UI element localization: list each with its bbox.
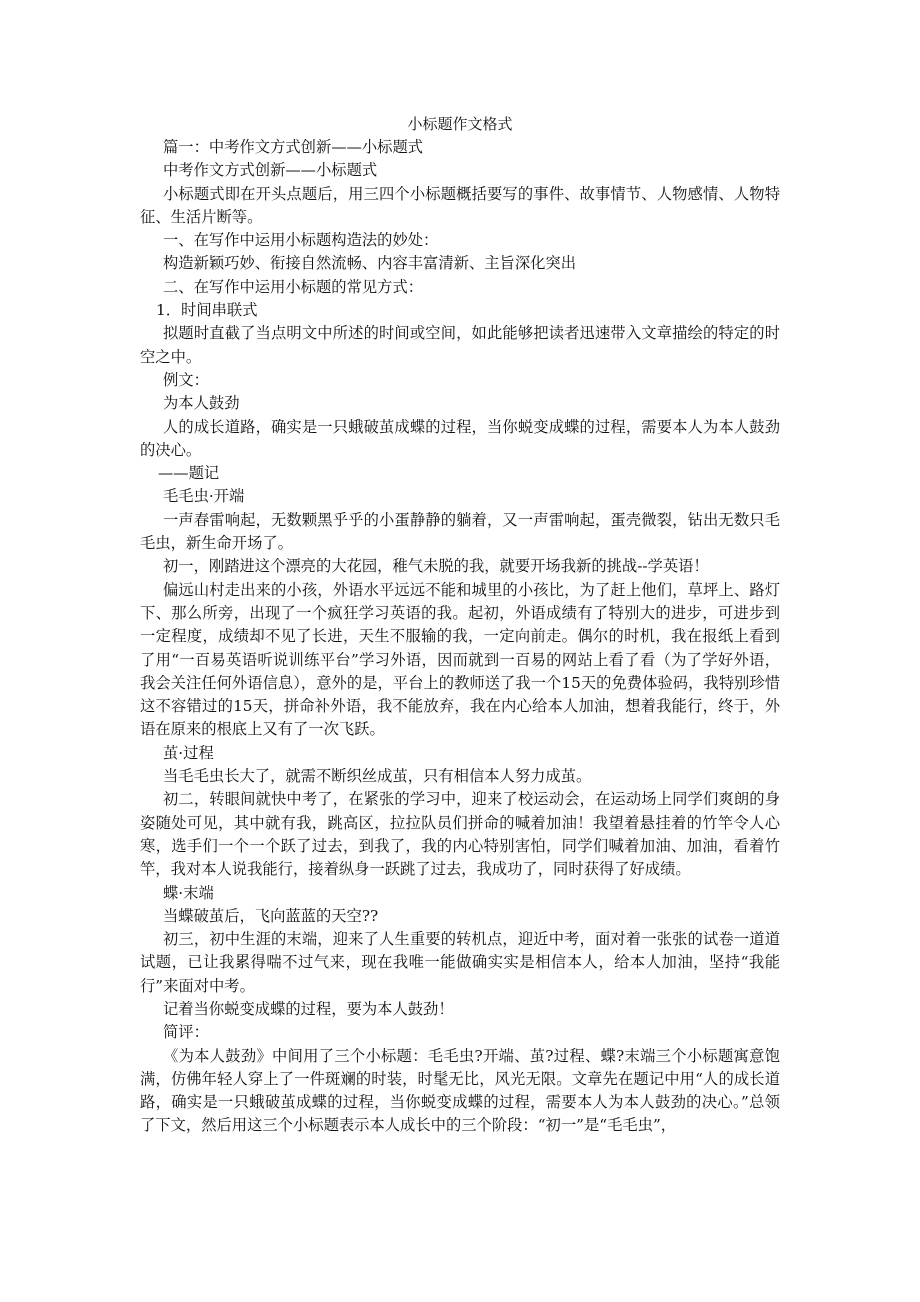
paragraph: 记着当你蜕变成蝶的过程，要为本人鼓劲！ [163, 999, 454, 1018]
paragraph: 当蝶破茧后，飞向蓝蓝的天空?? [163, 906, 379, 925]
paragraph: 拟题时直截了当点明文中所述的时间或空间，如此能够把读者迅速带入文章描绘的特定的时空之中。 [140, 324, 780, 366]
paragraph-subtitle: 中考作文方式创新——小标题式 [163, 161, 378, 180]
paragraph: 偏远山村走出来的小孩，外语水平远远不能和城里的小孩比，为了赶上他们，草坪上、路灯下、那么所旁，出现了一个疯狂学习英语的我。起初，外语成绩有了特别大的进步，可进步到一定程度，成绩却不见了长进，天生不服输的我，一定向前走。偶尔的时机，我在报纸上看到了用“一百易英语听说训练平台”学习外语，因而就到一百易的网站上看了看（为了学好外语，我会关注任何外语信息），意外的是，平台上的教师送了我一个15天的免费体验码，我特别珍惜这不容错过的15天，拼命补外语，我不能放弃，我在内心给本人加油，想着我能行，终于，外语在原来的根底上又有了一次飞跃。 [140, 580, 780, 739]
subheading-caterpillar: 毛毛虫·开端 [163, 487, 245, 506]
paragraph: 一声春雷响起，无数颗黑乎乎的小蛋静静的躺着，又一声雷响起，蛋壳微裂，钻出无数只毛毛虫，新生命开场了。 [140, 510, 780, 553]
paragraph-epigraph: 人的成长道路，确实是一只蛾破茧成蝶的过程，当你蜕变成蝶的过程，需要本人为本人鼓劲的决心。 [140, 417, 780, 459]
paragraph: 初二，转眼间就快中考了，在紧张的学习中，迎来了校运动会，在运动场上同学们爽朗的身姿随处可见，其中就有我，跳高区，拉拉队员们拼命的喊着加油！我望着悬挂着的竹竿令人心寒，选手们一个一个跃了过去，到我了，我的内心特别害怕，同学们喊着加油、加油，看着竹竿，我对本人说我能行，接着纵身一跃跳了过去，我成功了，同时获得了好成绩。 [140, 790, 780, 879]
document-title: 小标题作文格式 [407, 115, 513, 133]
subheading-cocoon: 茧·过程 [163, 743, 214, 762]
paragraph: 初一，刚踏进这个漂亮的大花园，稚气未脱的我，就要开场我新的挑战--学英语！ [163, 557, 709, 576]
paragraph: 构造新颖巧妙、衔接自然流畅、内容丰富清新、主旨深化突出 [163, 254, 577, 273]
paragraph-heading-1: 一、在写作中运用小标题构造法的妙处： [163, 231, 439, 250]
paragraph: 《为本人鼓劲》中间用了三个小标题：毛毛虫?开端、茧?过程、蝶?末端三个小标题寓意饱满，仿佛年轻人穿上了一件斑斓的时装，时髦无比，风光无限。文章先在题记中用“人的成长道路，确实是一只蛾破茧成蝶的过程，当你蜕变成蝶的过程，需要本人为本人鼓劲的决心。”总领了下文，然后用这三个小标题表示本人成长中的三个阶段：“初一”是“毛毛虫”， [140, 1046, 780, 1135]
paragraph-section-heading: 篇一：中考作文方式创新——小标题式 [163, 138, 424, 156]
paragraph-list-item: 1．时间串联式 [156, 301, 258, 320]
document-body [140, 136, 780, 1138]
paragraph: 初三，初中生涯的末端，迎来了人生重要的转机点，迎近中考，面对着一张张的试卷一道道试题，已让我累得喘不过气来，现在我唯一能做确实实是相信本人，给本人加油，坚持“我能行”来面对中考。 [140, 930, 780, 995]
paragraph-heading-2: 二、在写作中运用小标题的常见方式： [163, 277, 424, 296]
paragraph-definition: 小标题式即在开头点题后，用三四个小标题概括要写的事件、故事情节、人物感情、人物特征、生活片断等。 [140, 184, 780, 226]
paragraph: 当毛毛虫长大了，就需不断织丝成茧，只有相信本人努力成茧。 [163, 767, 592, 786]
example-title: 为本人鼓劲 [163, 394, 240, 413]
subheading-butterfly: 蝶·末端 [163, 883, 214, 902]
paragraph-epigraph-label: ——题记 [158, 464, 220, 483]
paragraph-label: 简评： [163, 1023, 209, 1042]
paragraph-label: 例文： [163, 370, 209, 389]
